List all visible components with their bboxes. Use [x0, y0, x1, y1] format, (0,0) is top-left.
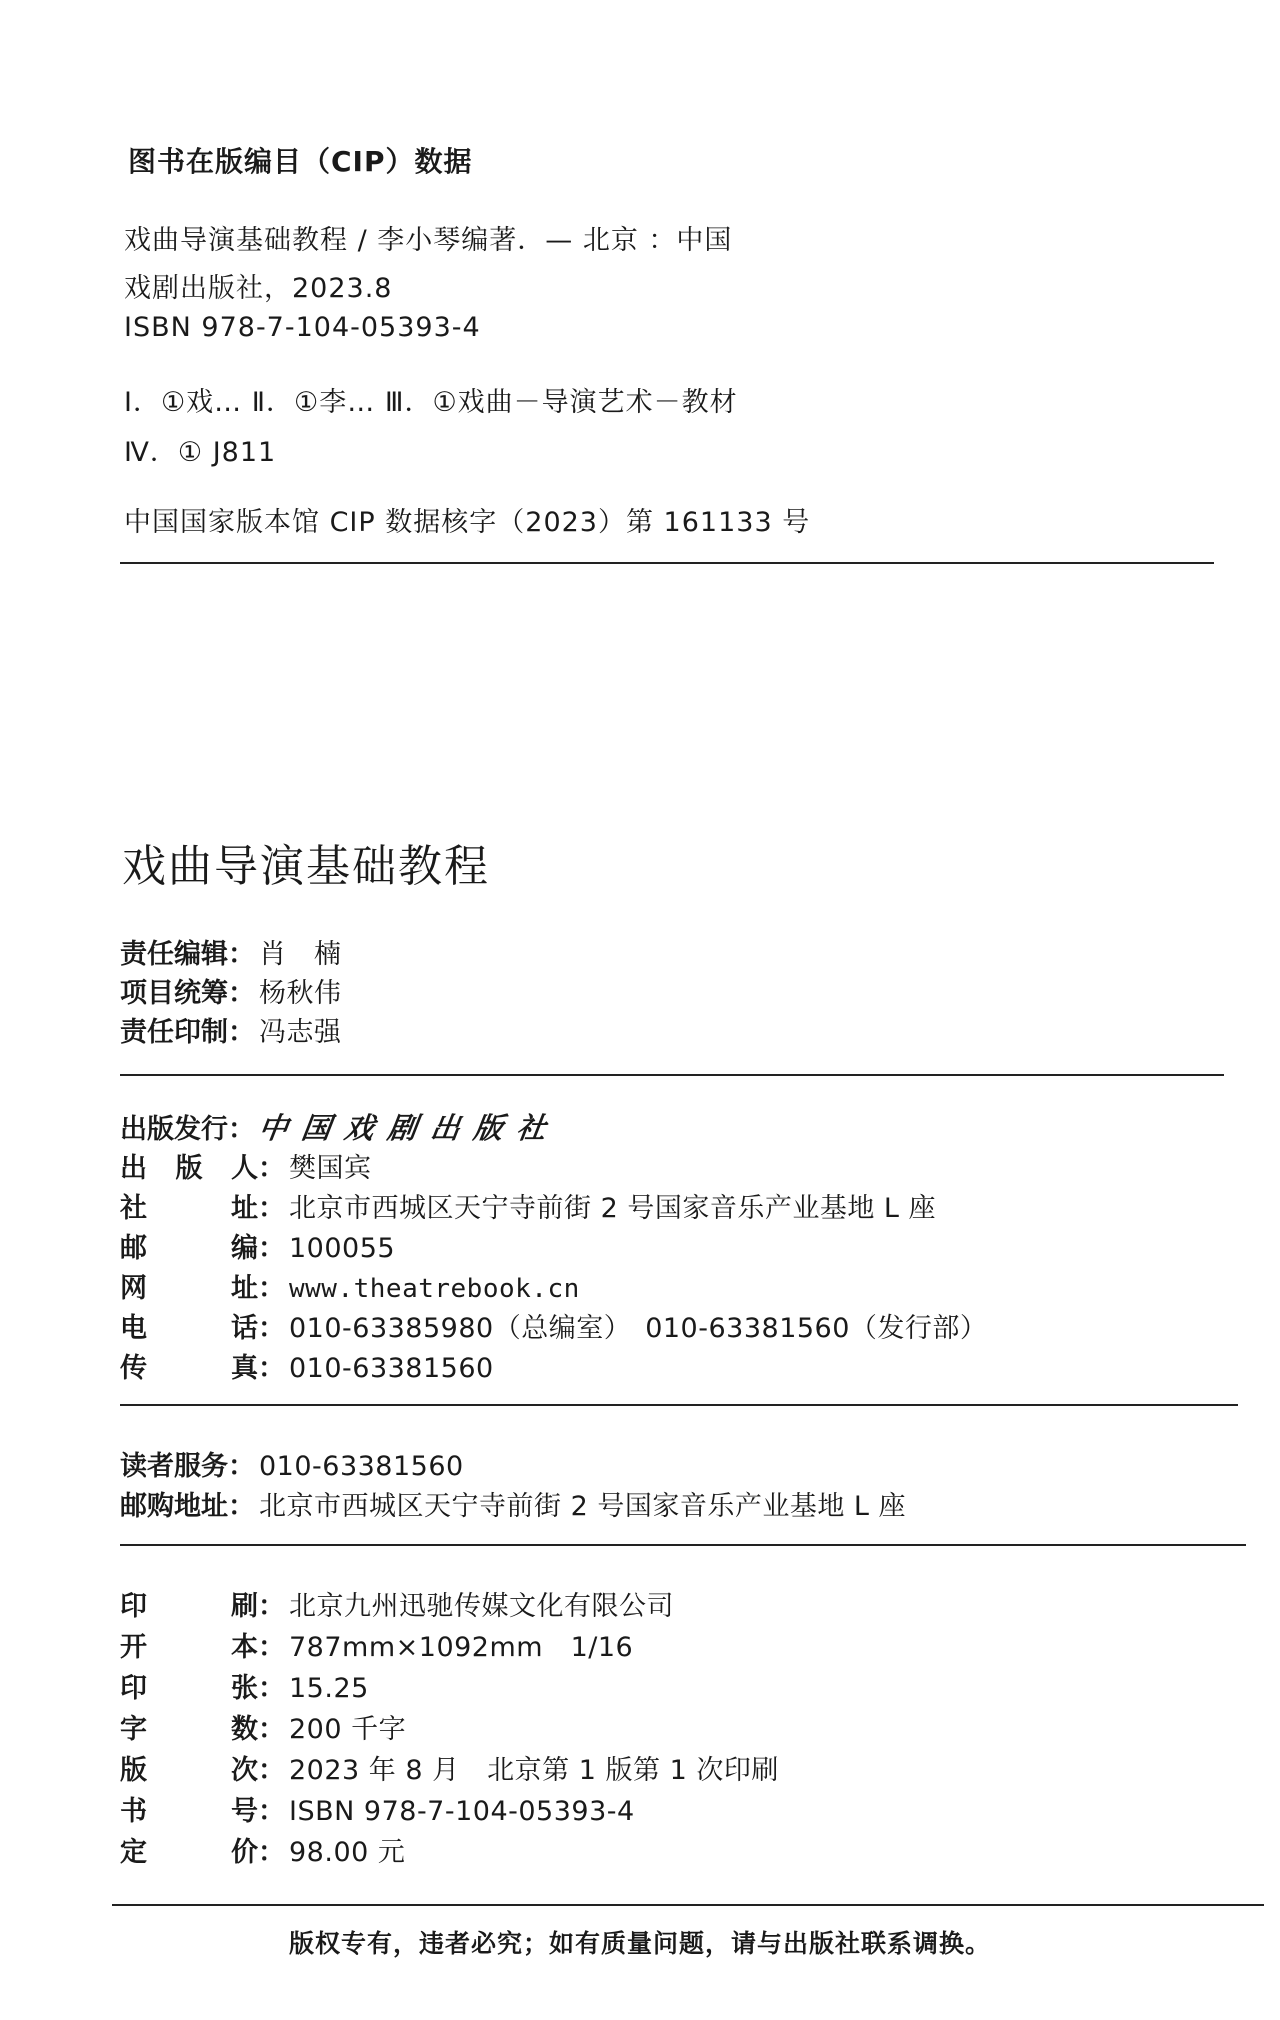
cip-line-record-number: 中国国家版本馆 CIP 数据核字（2023）第 161133 号	[124, 507, 811, 538]
credit-value: 冯志强	[259, 1017, 342, 1048]
credit-value: 肖 楠	[259, 939, 342, 970]
credit-row: 责任印制 ： 冯志强	[120, 1010, 342, 1049]
word-count: 200 千字	[289, 1714, 407, 1745]
credit-row: 责任编辑 ： 肖 楠	[120, 932, 342, 971]
print-info-row: 定 价 ： 98.00 元	[120, 1830, 405, 1869]
divider	[120, 1404, 1238, 1406]
print-info-row: 版 次 ： 2023 年 8 月 北京第 1 版第 1 次印刷	[120, 1748, 779, 1787]
field-label: 读者服务	[120, 1451, 228, 1482]
divider	[112, 1904, 1264, 1906]
service-row: 读者服务 ： 010-63381560	[120, 1444, 464, 1483]
field-label: 网 址	[120, 1273, 258, 1304]
field-label: 版 次	[120, 1755, 258, 1786]
publisher-name: 樊国宾	[289, 1153, 372, 1184]
field-label: 社 址	[120, 1193, 258, 1224]
field-label: 印 刷	[120, 1591, 258, 1622]
publisher-field-row: 传 真 ： 010-63381560	[120, 1346, 494, 1385]
print-info-row: 印 刷 ： 北京九州迅驰传媒文化有限公司	[120, 1584, 674, 1623]
book-title: 戏曲导演基础教程	[122, 841, 490, 892]
publisher-field-row: 出 版 人 ： 樊国宾	[120, 1146, 372, 1185]
publisher-logo: 中国戏剧出版社	[256, 1111, 563, 1145]
cip-line-publisher: 戏剧出版社，2023.8	[124, 273, 393, 304]
mail-order-address: 北京市西城区天宁寺前街 2 号国家音乐产业基地 L 座	[259, 1491, 907, 1522]
credit-row: 项目统筹 ： 杨秋伟	[120, 971, 342, 1010]
service-phone: 010-63381560	[259, 1451, 464, 1482]
edition: 2023 年 8 月 北京第 1 版第 1 次印刷	[289, 1755, 779, 1786]
format: 787mm×1092mm 1/16	[289, 1632, 634, 1663]
cip-line-title: 戏曲导演基础教程 / 李小琴编著．— 北京 ：中国	[124, 225, 733, 256]
publisher-field-row: 社 址 ： 北京市西城区天宁寺前街 2 号国家音乐产业基地 L 座	[120, 1186, 936, 1225]
credit-label: 责任印制	[120, 1017, 228, 1048]
service-row: 邮购地址 ： 北京市西城区天宁寺前街 2 号国家音乐产业基地 L 座	[120, 1484, 906, 1523]
field-label: 开 本	[120, 1632, 258, 1663]
publisher-address: 北京市西城区天宁寺前街 2 号国家音乐产业基地 L 座	[289, 1193, 937, 1224]
publisher-label: 出版发行	[120, 1114, 228, 1145]
cip-line-isbn: ISBN 978-7-104-05393-4	[124, 312, 481, 343]
print-info-row: 书 号 ： ISBN 978-7-104-05393-4	[120, 1789, 635, 1828]
field-label: 出 版 人	[120, 1153, 258, 1184]
isbn: ISBN 978-7-104-05393-4	[289, 1796, 635, 1827]
postal-code: 100055	[289, 1233, 396, 1264]
cip-line-class-code: Ⅳ．① J811	[124, 437, 277, 468]
cip-line-classification: Ⅰ．①戏… Ⅱ．①李… Ⅲ．①戏曲－导演艺术－教材	[124, 387, 738, 418]
divider	[120, 562, 1214, 564]
print-info-row: 字 数 ： 200 千字	[120, 1707, 406, 1746]
credit-value: 杨秋伟	[259, 978, 342, 1009]
field-label: 定 价	[120, 1837, 258, 1868]
print-info-row: 开 本 ： 787mm×1092mm 1/16	[120, 1625, 633, 1664]
phone-numbers: 010-63385980（总编室） 010-63381560（发行部）	[289, 1313, 988, 1344]
print-info-row: 印 张 ： 15.25	[120, 1666, 369, 1705]
field-label: 字 数	[120, 1714, 258, 1745]
credit-label: 责任编辑	[120, 939, 228, 970]
website-link[interactable]: www.theatrebook.cn	[289, 1274, 580, 1304]
cip-heading: 图书在版编目（CIP）数据	[128, 145, 473, 178]
field-label: 传 真	[120, 1353, 258, 1384]
fax-number: 010-63381560	[289, 1353, 494, 1384]
publisher-field-row: 网 址 ： www.theatrebook.cn	[120, 1266, 580, 1305]
printer-name: 北京九州迅驰传媒文化有限公司	[289, 1591, 674, 1622]
divider	[120, 1074, 1224, 1076]
publisher-row: 出版发行 ： 中国戏剧出版社	[120, 1106, 560, 1147]
field-label: 印 张	[120, 1673, 258, 1704]
field-label: 电 话	[120, 1313, 258, 1344]
copyright-notice: 版权专有，违者必究；如有质量问题，请与出版社联系调换。	[288, 1929, 991, 1958]
printed-sheets: 15.25	[289, 1673, 369, 1704]
publisher-field-row: 电 话 ： 010-63385980（总编室） 010-63381560（发行部）	[120, 1306, 987, 1345]
field-label: 邮购地址	[120, 1491, 228, 1522]
divider	[120, 1544, 1246, 1546]
publisher-field-row: 邮 编 ： 100055	[120, 1226, 395, 1265]
field-label: 邮 编	[120, 1233, 258, 1264]
credit-label: 项目统筹	[120, 978, 228, 1009]
price: 98.00 元	[289, 1837, 406, 1868]
field-label: 书 号	[120, 1796, 258, 1827]
